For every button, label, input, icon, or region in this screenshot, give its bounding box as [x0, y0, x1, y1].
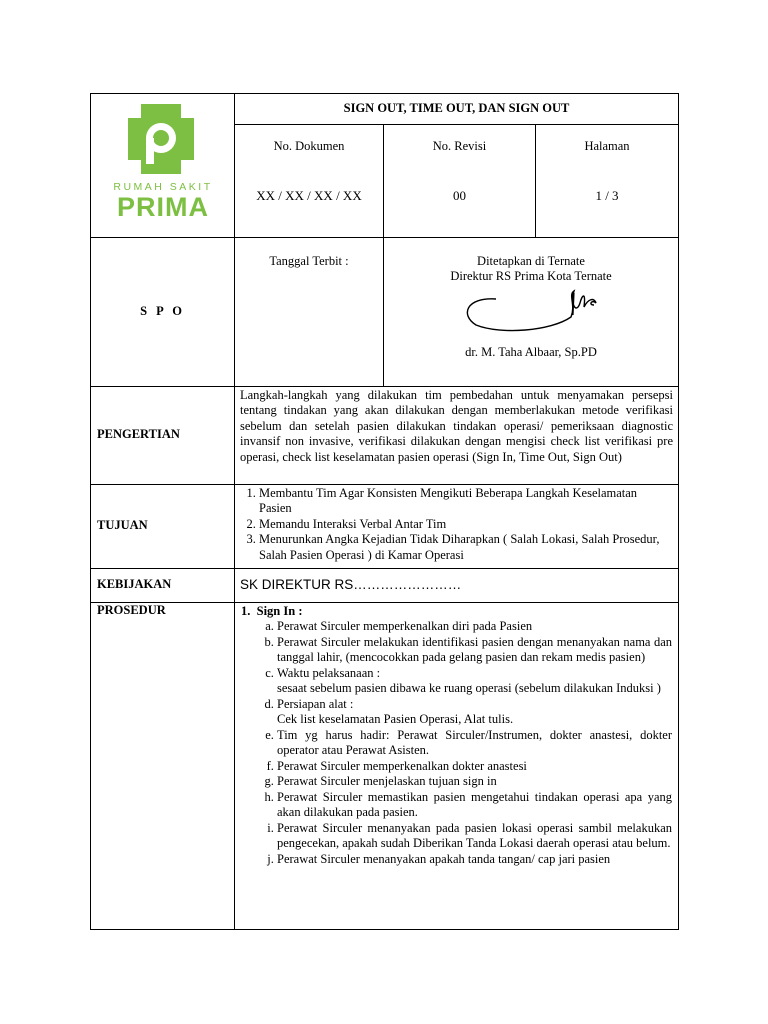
no-revisi-cell — [384, 125, 536, 237]
halaman-cell — [536, 125, 679, 237]
prosedur-cell — [235, 602, 679, 929]
tujuan-item: 2. Memandu Interaksi Verbal Antar Tim — [259, 517, 672, 533]
step-item: b. Perawat Sirculer melakukan identifikasi pasien dengan menanyakan nama dan tanggal lahir, (mencocokkan pada gelang pasien dan rekam medis pasien) — [277, 635, 678, 666]
direktur-text: Direktur RS Prima Kota Ternate — [450, 269, 612, 283]
step-item: i. Perawat Sirculer menanyakan pada pasien lokasi operasi sambil melakukan pengecekan, apakah sudah Diberikan Tanda Lokasi daerah operasi atau belum. — [277, 821, 678, 852]
step-item: g. Perawat Sirculer menjelaskan tujuan sign in — [277, 774, 678, 790]
step-item: f. Perawat Sirculer memperkenalkan dokter anastesi — [277, 759, 678, 775]
tanggal-terbit-label: Tanggal Terbit : — [269, 253, 349, 268]
tanggal-terbit-cell — [235, 237, 384, 386]
no-revisi-label: No. Revisi — [432, 139, 487, 154]
logo-line2: PRIMA — [117, 192, 209, 222]
document-title: SIGN OUT, TIME OUT, DAN SIGN OUT — [235, 94, 679, 125]
spo-label: S P O — [91, 237, 235, 386]
pengertian-text: Langkah-langkah yang dilakukan tim pembedahan untuk menyamakan persepsi tentang tindakan yang akan dilakukan dengan memberlakukan metode verifikasi sebelum dan setelah pasien dilakukan tindakan operasi/ pemeriksaan diagnostic invansif non invasive, verifikasi dilakukan dengan mengisi check list verifikasi pre operasi, check list keselamatan pasien operasi (Sign In, Time Out, Sign Out) — [235, 386, 679, 484]
tujuan-list — [235, 486, 672, 564]
prosedur-label: PROSEDUR — [91, 602, 235, 929]
tujuan-label: TUJUAN — [91, 484, 235, 568]
no-dokumen-label: No. Dokumen — [273, 139, 345, 154]
rumah-sakit-prima-logo — [91, 94, 235, 232]
halaman-label: Halaman — [584, 139, 630, 154]
signer-name: dr. M. Taha Albaar, Sp.PD — [465, 344, 597, 359]
step-item: h. Perawat Sirculer memastikan pasien mengetahui tindakan operasi apa yang akan dilakukan pada pasien. — [277, 790, 678, 821]
ditetapkan-text: Ditetapkan di Ternate — [477, 253, 585, 268]
tujuan-item: 1. Membantu Tim Agar Konsisten Mengikuti Beberapa Langkah Keselamatan Pasien — [259, 486, 672, 517]
sign-in-steps — [235, 619, 678, 867]
logo-line1: RUMAH SAKIT — [113, 181, 213, 193]
step-item: c. Waktu pelaksanaan : sesaat sebelum pasien dibawa ke ruang operasi (sebelum dilakukan Induksi ) — [277, 666, 678, 697]
penetapan-cell — [384, 237, 679, 386]
pengertian-label: PENGERTIAN — [91, 386, 235, 484]
halaman-value: 1 / 3 — [595, 187, 619, 203]
sign-in-heading: 1. Sign In : — [241, 603, 303, 618]
kebijakan-text: SK DIREKTUR RS…………………… — [235, 568, 679, 602]
spo-document-table — [90, 93, 679, 930]
step-item: d. Persiapan alat : Cek list keselamatan Pasien Operasi, Alat tulis. — [277, 697, 678, 728]
step-item: j. Perawat Sirculer menanyakan apakah tanda tangan/ cap jari pasien — [277, 852, 678, 868]
logo-cell — [91, 94, 235, 238]
sign-in-title: Sign In : — [256, 603, 303, 618]
step-item: e. Tim yg harus hadir: Perawat Sirculer/Instrumen, dokter anastesi, dokter operator atau Perawat Asisten. — [277, 728, 678, 759]
tujuan-item: 3. Menurunkan Angka Kejadian Tidak Diharapkan ( Salah Lokasi, Salah Prosedur, Salah Pasien Operasi ) di Kamar Operasi — [259, 532, 672, 563]
step-item: a. Perawat Sirculer memperkenalkan diri pada Pasien — [277, 619, 678, 635]
no-dokumen-cell — [235, 125, 384, 237]
kebijakan-label: KEBIJAKAN — [91, 568, 235, 602]
no-dokumen-value: XX / XX / XX / XX — [256, 187, 362, 203]
tujuan-cell — [235, 484, 679, 568]
no-revisi-value: 00 — [453, 187, 466, 203]
signature — [456, 285, 606, 335]
